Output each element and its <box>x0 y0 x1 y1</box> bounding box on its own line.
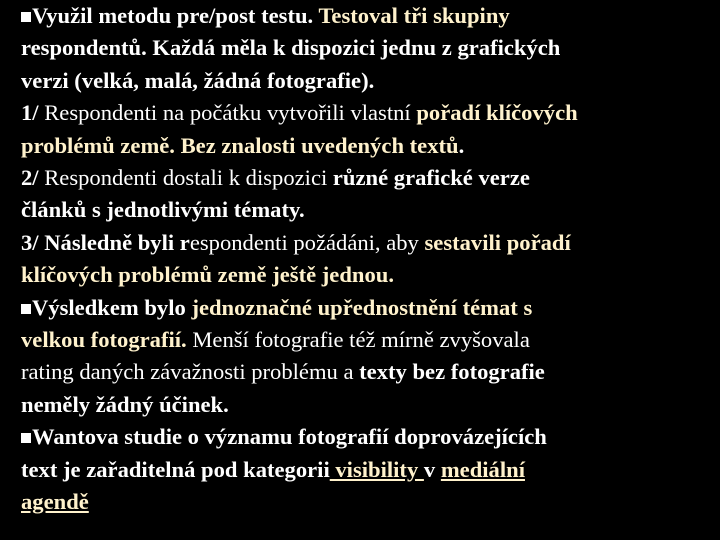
text-run: článků s jednotlivými tématy. <box>21 197 305 223</box>
text-line <box>21 486 716 518</box>
text-line <box>21 227 716 259</box>
text-line <box>21 194 716 226</box>
text-line <box>21 0 716 32</box>
highlighted-text: klíčových problémů země ještě jednou. <box>21 262 394 288</box>
highlighted-text: sestavili pořadí <box>424 229 571 255</box>
bullet-square-icon <box>21 12 31 22</box>
text-run: text je zařaditelná pod kategorii <box>21 456 330 482</box>
text-run: Výsledkem bylo <box>32 294 192 320</box>
bullet-square-icon <box>21 304 31 314</box>
text-line <box>21 65 716 97</box>
text-line <box>21 324 716 356</box>
text-run: Wantova studie o významu fotografií doprovázejících <box>32 424 547 450</box>
highlighted-text: agendě <box>21 489 89 515</box>
highlighted-text: visibility <box>329 456 424 482</box>
text-run: Respondenti na počátku vytvořili vlastní <box>44 100 417 126</box>
text-line <box>21 259 716 291</box>
text-line <box>21 130 716 162</box>
text-run: respondentů. Každá měla k dispozici jednu z grafických <box>21 35 561 61</box>
text-line <box>21 292 716 324</box>
text-run: rating daných závažnosti problému a <box>21 359 360 385</box>
highlighted-text: jednoznačné upřednostnění témat s <box>191 294 533 320</box>
highlighted-text: mediální <box>440 456 525 482</box>
text-line <box>21 356 716 388</box>
slide-text-body <box>21 0 716 519</box>
text-run: 2/ <box>21 165 45 191</box>
text-run: různé grafické verze <box>332 165 530 191</box>
paragraph-4 <box>21 227 716 292</box>
text-run: verzi (velká, malá, žádná fotografie). <box>21 67 375 93</box>
text-run: 3/ Následně byli r <box>21 229 190 255</box>
text-line <box>21 162 716 194</box>
text-line <box>21 97 716 129</box>
paragraph-5 <box>21 292 716 422</box>
text-line <box>21 32 716 64</box>
paragraph-6 <box>21 421 716 518</box>
text-line <box>21 389 716 421</box>
text-run: v <box>423 456 441 482</box>
paragraph-1 <box>21 0 716 97</box>
text-run: Využil metodu pre/post testu. <box>32 3 319 28</box>
text-run: neměly žádný účinek. <box>21 391 229 417</box>
text-run: texty bez fotografie <box>359 359 545 385</box>
paragraph-2 <box>21 97 716 162</box>
text-run: Respondenti dostali k dispozici <box>44 165 333 191</box>
highlighted-text: pořadí klíčových <box>416 100 578 126</box>
text-run: 1/ <box>21 100 45 126</box>
highlighted-text: Testoval tři skupiny <box>318 3 510 28</box>
bullet-square-icon <box>21 433 31 443</box>
text-line <box>21 454 716 486</box>
text-run: . <box>458 132 465 158</box>
text-run: espondenti požádáni, aby <box>189 229 425 255</box>
paragraph-3 <box>21 162 716 227</box>
text-line <box>21 421 716 453</box>
highlighted-text: velkou fotografií. <box>21 327 187 353</box>
text-run: Menší fotografie též mírně zvyšovala <box>186 327 530 353</box>
highlighted-text: problémů země. Bez znalosti uvedených textů <box>21 132 459 158</box>
